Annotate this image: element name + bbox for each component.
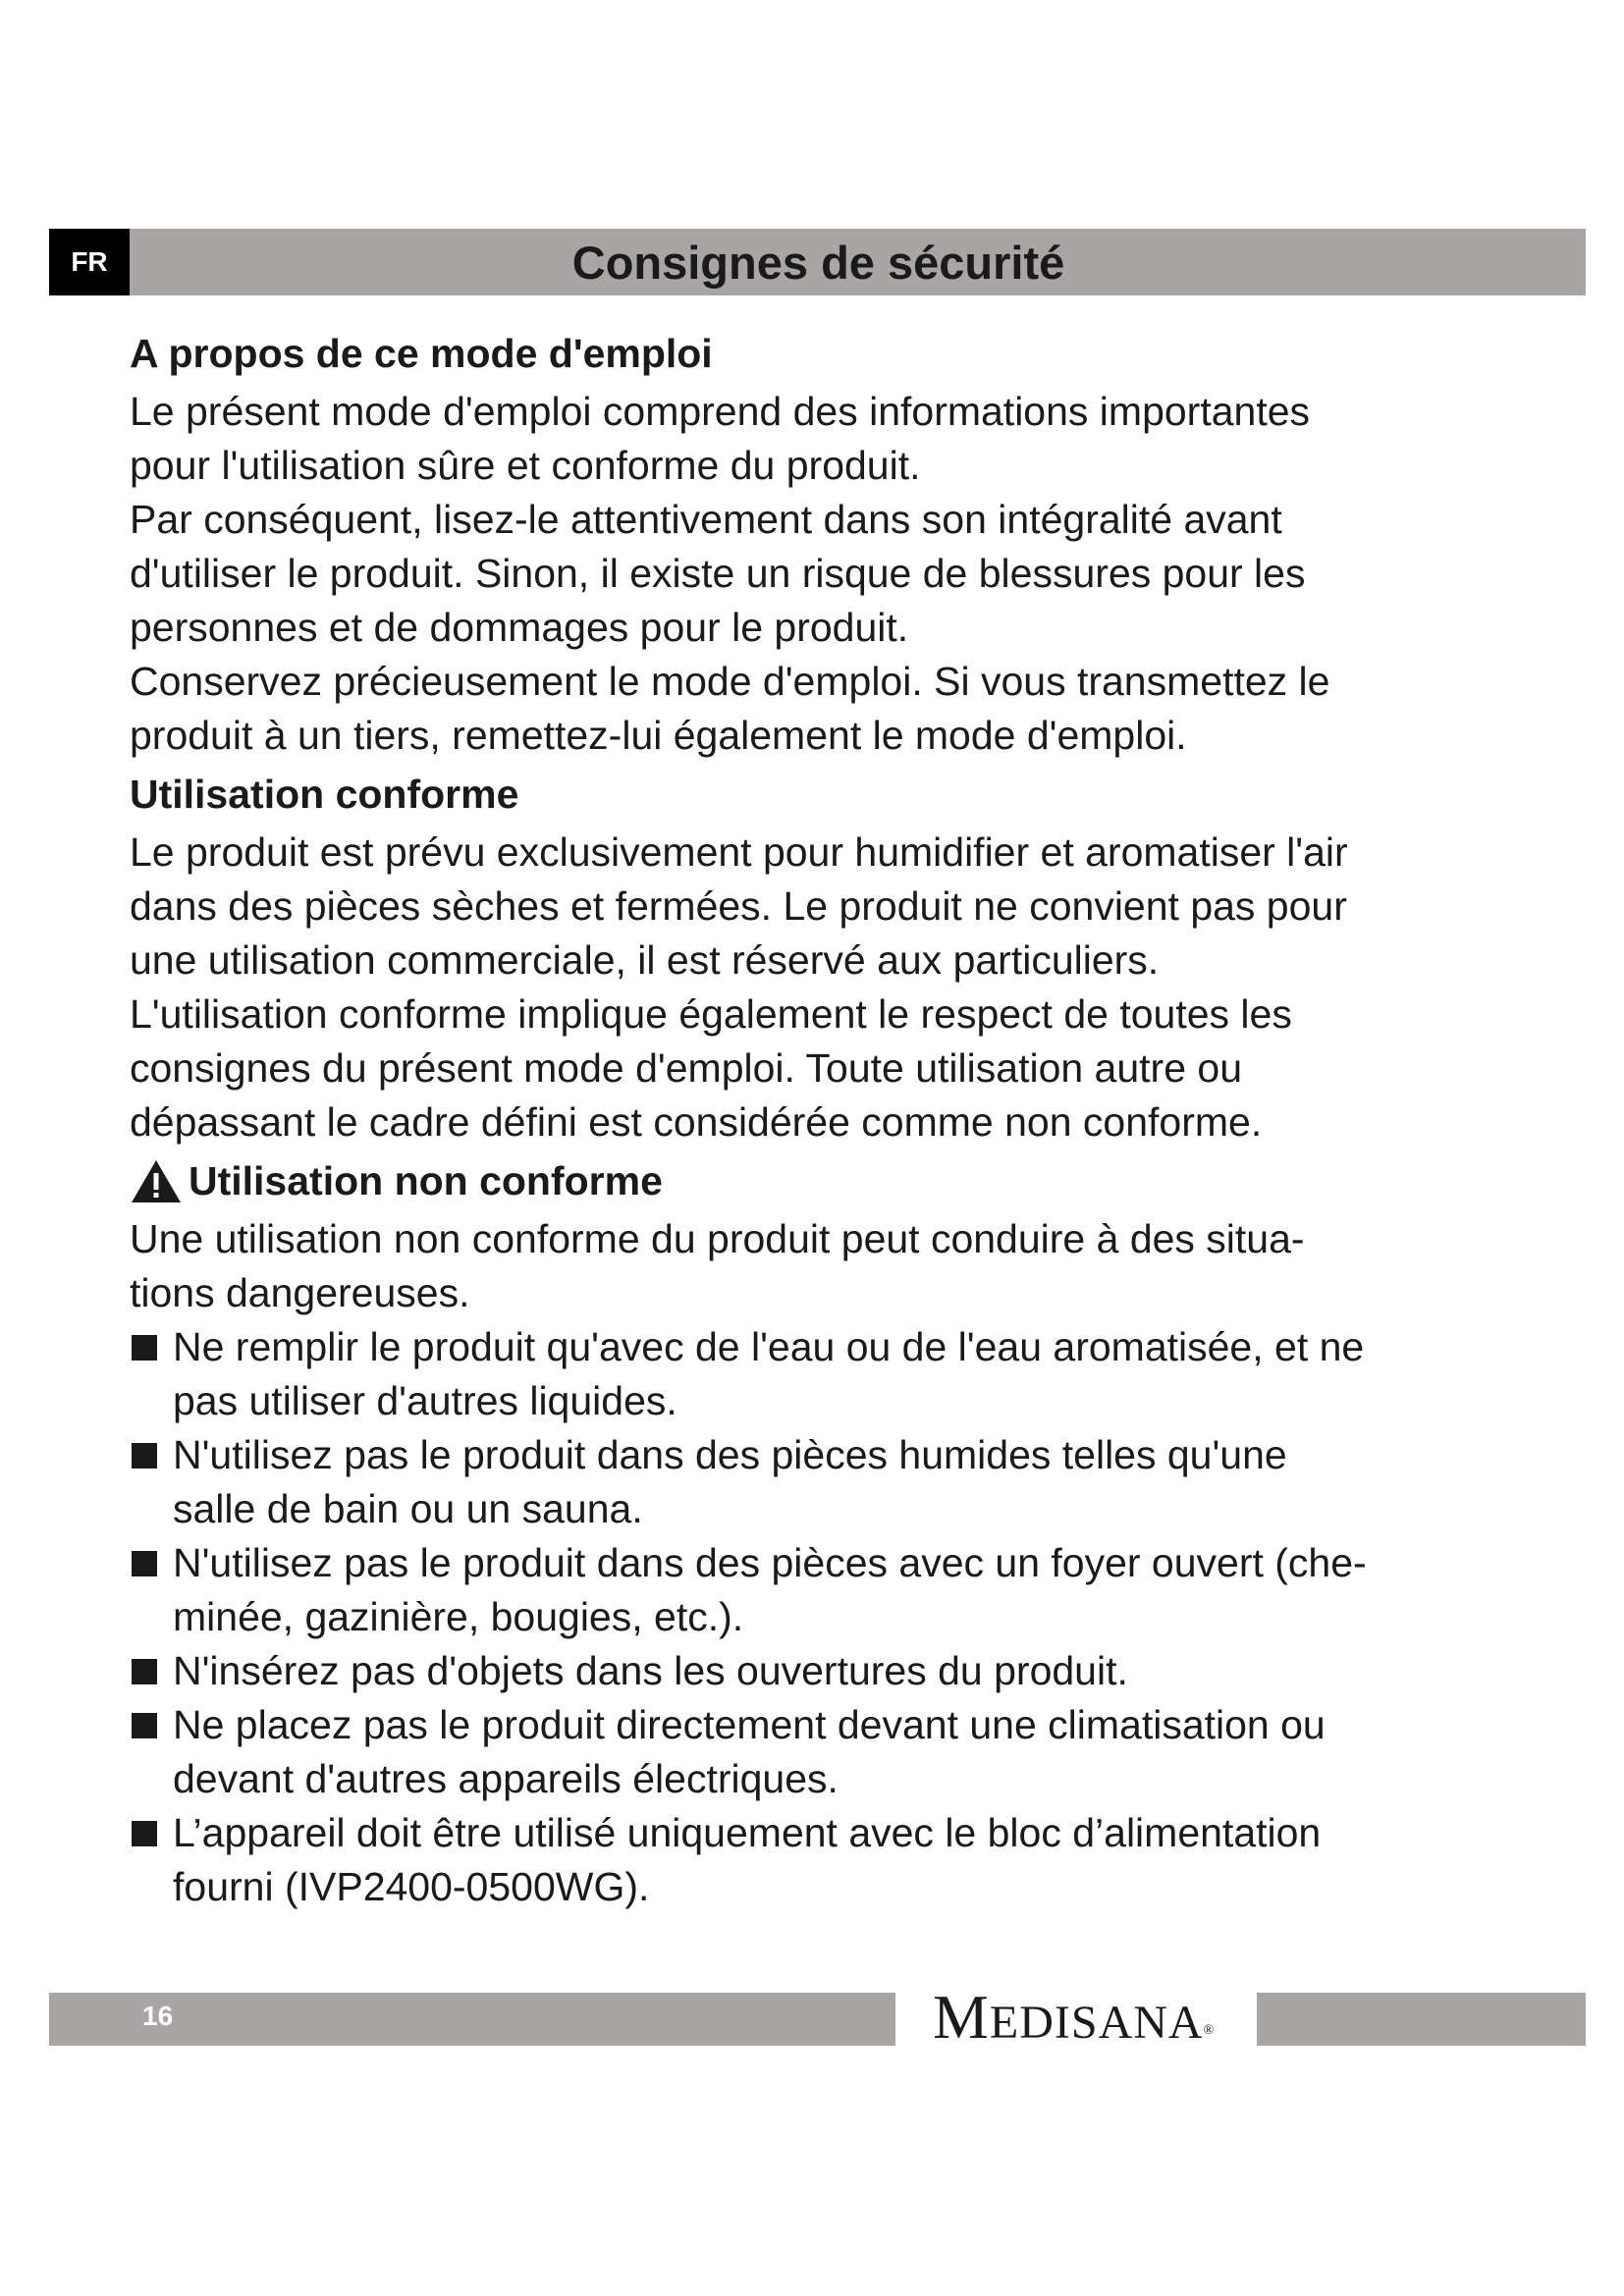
- section-text: [130, 385, 1524, 763]
- warning-icon: [130, 1157, 183, 1204]
- list-item: [130, 1536, 1524, 1644]
- list-item: [130, 1320, 1524, 1428]
- text-line: L’appareil doit être utilisé uniquement avec le bloc d’alimentation: [173, 1810, 1322, 1855]
- brand-rest: EDISANA: [989, 1997, 1204, 2049]
- text-line: une utilisation commerciale, il est réservé aux particuliers.: [130, 937, 1160, 983]
- text-line: Le produit est prévu exclusivement pour humidifier et aromatiser l'air: [130, 829, 1348, 875]
- brand-logo: [933, 1983, 1215, 2057]
- section-text: [130, 1212, 1524, 1320]
- bullet-square-icon: [132, 1443, 157, 1468]
- text-line: consignes du présent mode d'emploi. Toute utilisation autre ou: [130, 1045, 1243, 1091]
- section-about: [130, 328, 1524, 763]
- section-heading: A propos de ce mode d'emploi: [130, 331, 713, 376]
- content: [130, 324, 1524, 1914]
- list-item: [130, 1806, 1524, 1914]
- page-number: 16: [142, 2001, 174, 2031]
- warning-heading-label: Utilisation non conforme: [189, 1158, 663, 1203]
- bullet-square-icon: [132, 1551, 157, 1576]
- text-line: dans des pièces sèches et fermées. Le produit ne convient pas pour: [130, 883, 1347, 929]
- section-proper-use: [130, 769, 1524, 1149]
- text-line: minée, gazinière, bougies, etc.).: [173, 1594, 744, 1639]
- bullet-square-icon: [132, 1659, 157, 1684]
- section-heading: Utilisation conforme: [130, 772, 519, 817]
- footer-bar-right: [1257, 1993, 1586, 2046]
- text-line: L'utilisation conforme implique également le respect de toutes les: [130, 991, 1292, 1037]
- text-line: salle de bain ou un sauna.: [173, 1486, 643, 1531]
- text-line: devant d'autres appareils électriques.: [173, 1756, 839, 1801]
- text-line: pour l'utilisation sûre et conforme du produit.: [130, 443, 921, 488]
- list-item: [130, 1698, 1524, 1806]
- section-text: [130, 826, 1524, 1149]
- brand-initial: M: [933, 1982, 990, 2052]
- text-line: N'insérez pas d'objets dans les ouvertures du produit.: [173, 1648, 1128, 1693]
- section-heading-warning: [130, 1155, 1524, 1206]
- bullet-square-icon: [132, 1821, 157, 1846]
- text-line: Par conséquent, lisez-le attentivement dans son intégralité avant: [130, 497, 1282, 542]
- text-line: Le présent mode d'emploi comprend des informations importantes: [130, 389, 1311, 434]
- list-item: [130, 1428, 1524, 1536]
- text-line: N'utilisez pas le produit dans des pièces humides telles qu'une: [173, 1432, 1287, 1477]
- text-line: N'utilisez pas le produit dans des pièces avec un foyer ouvert (che-: [173, 1540, 1367, 1585]
- text-line: Une utilisation non conforme du produit peut conduire à des situa-: [130, 1216, 1305, 1261]
- registered-mark: ®: [1203, 2023, 1216, 2038]
- title-bar: [130, 229, 1586, 295]
- text-line: produit à un tiers, remettez-lui également le mode d'emploi.: [130, 713, 1187, 758]
- page-title: Consignes de sécurité: [571, 236, 1065, 289]
- bullet-square-icon: [132, 1335, 157, 1361]
- text-line: tions dangereuses.: [130, 1270, 470, 1315]
- text-line: Ne remplir le produit qu'avec de l'eau ou de l'eau aromatisée, et ne: [173, 1324, 1365, 1369]
- text-line: Conservez précieusement le mode d'emploi. Si vous transmettez le: [130, 659, 1330, 704]
- text-line: d'utiliser le produit. Sinon, il existe un risque de blessures pour les: [130, 551, 1306, 596]
- text-line: dépassant le cadre défini est considérée comme non conforme.: [130, 1099, 1263, 1145]
- text-line: personnes et de dommages pour le produit.: [130, 605, 909, 650]
- language-badge: FR: [49, 229, 130, 295]
- safety-bullet-list: [130, 1320, 1524, 1914]
- text-line: pas utiliser d'autres liquides.: [173, 1378, 677, 1423]
- list-item: [130, 1644, 1524, 1698]
- footer-bar-left: [49, 1993, 895, 2046]
- text-line: Ne placez pas le produit directement devant une climatisation ou: [173, 1702, 1326, 1747]
- text-line: fourni (IVP2400-0500WG).: [173, 1864, 650, 1909]
- bullet-square-icon: [132, 1713, 157, 1738]
- section-improper-use: [130, 1155, 1524, 1914]
